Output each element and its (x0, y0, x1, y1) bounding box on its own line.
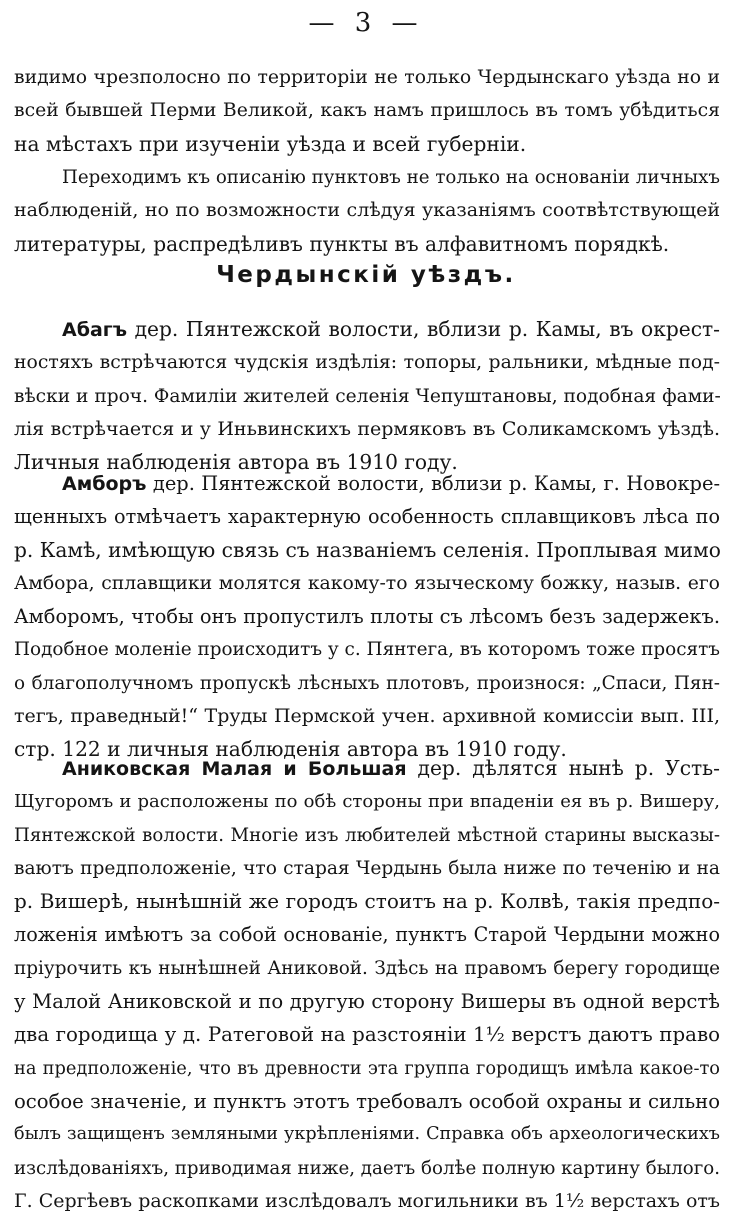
text-line: р. Вишерѣ, нынѣшнiй же городъ стоитъ на р. Колвѣ, такiя предпо- (14, 889, 720, 914)
page-number: — 3 — (308, 8, 424, 38)
text-line: тегъ, праведный!“ Труды Пермской учен. архивной комиссiи вып. III, (14, 705, 720, 728)
entry-first-line (14, 467, 720, 500)
text-line: Пянтежской волости. Многiе изъ любителей мѣстной старины высказы- (14, 824, 720, 846)
text-line: ваютъ предположенiе, что старая Чердынь была ниже по теченiю и на (14, 857, 720, 879)
entry-anikovskaya (14, 752, 720, 1218)
text-line: видимо чрезполосно по территорiи не только Чердынскаго уѣзда но и (14, 67, 720, 88)
entry-first-line (14, 313, 720, 346)
text-line: Щугоромъ и расположены по обѣ стороны при впаденiи ея въ р. Вишеру, (14, 791, 720, 813)
text-line: наблюденiй, но по возможности слѣдуя указанiямъ соотвѣтствующей (14, 199, 720, 222)
text-line: Переходимъ къ описанiю пунктовъ не только на основанiи личныхъ (62, 167, 720, 188)
entry-text: дер. Пянтежской волости, вблизи р. Камы, г. Новокре- (152, 472, 720, 495)
intro-paragraph (14, 61, 720, 161)
entry-abag (14, 313, 720, 479)
text-line: особое значенiе, и пунктъ этотъ требовалъ особой охраны и сильно (14, 1089, 720, 1113)
text-line: Г. Сергѣевъ раскопками изслѣдовалъ могильники въ 1½ верстахъ отъ (14, 1189, 720, 1212)
text-line: былъ защищенъ земляными укрѣпленiями. Справка объ археологическихъ (14, 1124, 720, 1145)
entry-first-line (14, 752, 720, 785)
entry-text: дер. дѣлятся нынѣ р. Усть- (417, 756, 720, 780)
text-line: Личныя наблюденiя автора въ 1910 году. (14, 450, 458, 475)
text-line: р. Камѣ, имѣющую связь съ названiемъ селенiя. Проплывая мимо (14, 537, 721, 562)
text-line: всей бывшей Перми Великой, какъ намъ пришлось въ томъ убѣдиться (14, 100, 720, 122)
text-line: литературы, распредѣливъ пункты въ алфавитномъ порядкѣ. (14, 231, 670, 256)
text-line: у Малой Аниковской и по другую сторону Вишеры въ одной верстѣ (14, 990, 720, 1014)
text-line: о благополучномъ пропускѣ лѣсныхъ плотовъ, произнося: „Спаси, Пян- (14, 672, 720, 694)
intro-paragraph-2 (14, 161, 720, 261)
text-line: ложенiя имѣютъ за собой основанiе, пунктъ Старой Чердыни можно (14, 923, 720, 947)
text-line: изслѣдованiяхъ, приводимая ниже, даетъ болѣе полную картину былого. (14, 1157, 720, 1179)
text-line: на предположенiе, что въ древности эта группа городищъ имѣла какое-то (14, 1057, 720, 1079)
text-line: Амборомъ, чтобы онъ пропустилъ плоты съ лѣсомъ безъ задержекъ. (14, 605, 720, 629)
text-line: прiурочить къ нынѣшней Аниковой. Здѣсь на правомъ берегу городище (14, 957, 720, 979)
entry-headword: Амборъ (62, 473, 147, 495)
section-heading: Чердынскiй уѣздъ. (216, 262, 516, 288)
text-line: лiя встрѣчается и у Иньвинскихъ пермяковъ въ Соликамскомъ уѣздѣ. (14, 417, 720, 440)
text-line: ностяхъ встрѣчаются чудскiя издѣлiя: топоры, ральники, мѣдные под- (14, 352, 720, 374)
text-line: щенныхъ отмѣчаетъ характерную особенность сплавщиковъ лѣса по (14, 505, 720, 529)
entry-text: дер. Пянтежской волости, вблизи р. Камы, въ окрест- (134, 317, 720, 341)
text-line: стр. 122 и личныя наблюденiя автора въ 1910 году. (14, 737, 567, 762)
text-line: вѣски и проч. Фамилiи жителей селенiя Чепуштановы, подобная фами- (14, 385, 721, 407)
text-line: Подобное моленiе происходитъ у с. Пянтега, въ которомъ тоже просятъ (14, 639, 720, 661)
text-line: на мѣстахъ при изученiи уѣзда и всей губернiи. (14, 131, 527, 156)
entry-headword: Абагъ (62, 319, 127, 341)
text-line: Амбора, сплавщики молятся какому-то языческому божку, назыв. его (14, 572, 720, 594)
text-line: два городища у д. Ратеговой на разстоянiи 1½ верстъ даютъ право (14, 1023, 720, 1047)
entry-ambor (14, 467, 720, 767)
entry-headword: Аниковская Малая и Большая (62, 758, 407, 780)
